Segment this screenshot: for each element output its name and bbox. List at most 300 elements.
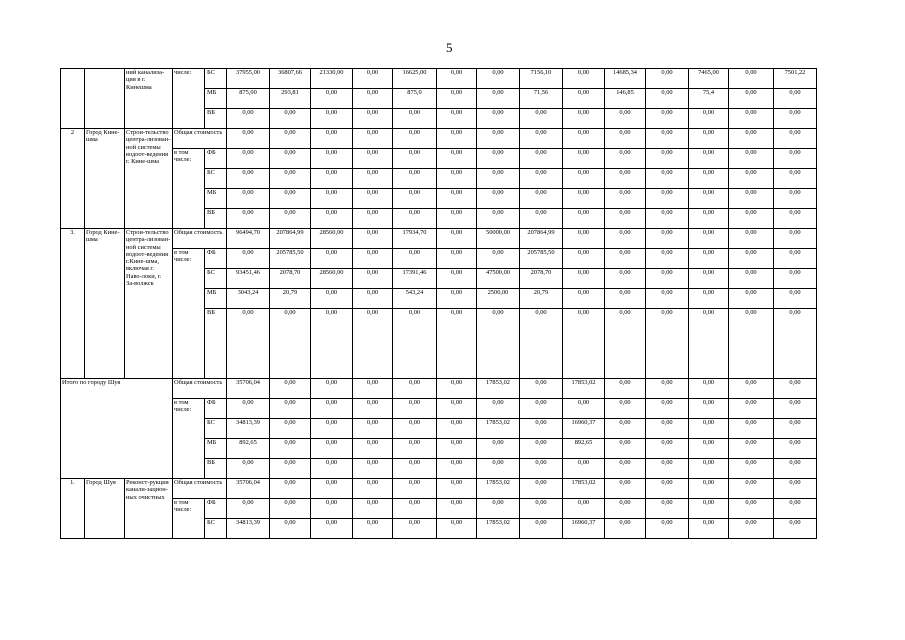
value-cell: 0,00 [437, 459, 477, 479]
value-cell: 0,00 [689, 399, 729, 419]
value-cell: 0,00 [353, 129, 393, 149]
value-cell: 0,00 [311, 419, 353, 439]
value-cell: 0,00 [227, 499, 270, 519]
value-cell: 0,00 [729, 249, 774, 269]
value-cell: 0,00 [729, 459, 774, 479]
value-cell: 0,00 [520, 169, 563, 189]
value-cell: 0,00 [563, 169, 605, 189]
value-cell: 0,00 [477, 459, 520, 479]
value-cell: 0,00 [520, 479, 563, 499]
value-cell: 35706,04 [227, 379, 270, 399]
value-cell: 0,00 [311, 89, 353, 109]
value-cell: 0,00 [477, 499, 520, 519]
value-cell: 0,00 [774, 189, 817, 209]
value-cell: 0,00 [437, 69, 477, 89]
value-cell: 0,00 [393, 249, 437, 269]
value-cell: 0,00 [774, 89, 817, 109]
including-label: в том числе: [173, 149, 205, 229]
value-cell: 0,00 [353, 169, 393, 189]
table-row [61, 499, 817, 519]
value-cell: 0,00 [311, 129, 353, 149]
table-row [61, 249, 817, 269]
value-cell: 0,00 [563, 249, 605, 269]
value-cell: 0,00 [774, 499, 817, 519]
table-row [61, 379, 817, 399]
value-cell: 0,00 [729, 109, 774, 129]
value-cell: 0,00 [393, 399, 437, 419]
source-label: ВБ [205, 459, 227, 479]
value-cell: 0,00 [774, 269, 817, 289]
value-cell: 0,00 [520, 129, 563, 149]
value-cell: 0,00 [477, 189, 520, 209]
value-cell: 146,85 [605, 89, 646, 109]
value-cell: 0,00 [563, 89, 605, 109]
source-label: БС [205, 419, 227, 439]
value-cell: 0,00 [393, 439, 437, 459]
value-cell: 0,00 [646, 169, 689, 189]
value-cell: 0,00 [689, 189, 729, 209]
value-cell: 0,00 [311, 209, 353, 229]
value-cell: 0,00 [729, 129, 774, 149]
value-cell: 93451,46 [227, 269, 270, 289]
value-cell: 0,00 [605, 129, 646, 149]
value-cell: 0,00 [729, 149, 774, 169]
table-row [61, 69, 817, 89]
value-cell: 28560,00 [311, 229, 353, 249]
value-cell: 0,00 [393, 129, 437, 149]
value-cell: 0,00 [646, 309, 689, 379]
value-cell: 0,00 [520, 499, 563, 519]
value-cell: 0,00 [393, 169, 437, 189]
value-cell: 0,00 [729, 69, 774, 89]
value-cell: 207864,99 [520, 229, 563, 249]
value-cell: 0,00 [393, 459, 437, 479]
value-cell: 0,00 [520, 399, 563, 419]
value-cell: 16960,37 [563, 519, 605, 539]
value-cell: 0,00 [227, 309, 270, 379]
value-cell: 0,00 [311, 289, 353, 309]
value-cell: 0,00 [605, 189, 646, 209]
item-city [85, 69, 125, 129]
value-cell: 0,00 [311, 479, 353, 499]
value-cell: 0,00 [605, 209, 646, 229]
value-cell: 36807,66 [270, 69, 311, 89]
value-cell: 34813,39 [227, 519, 270, 539]
value-cell: 0,00 [520, 109, 563, 129]
source-label: МБ [205, 289, 227, 309]
value-cell: 0,00 [774, 229, 817, 249]
value-cell: 0,00 [646, 399, 689, 419]
value-cell: 0,00 [646, 479, 689, 499]
value-cell: 0,00 [437, 269, 477, 289]
value-cell: 875,00 [227, 89, 270, 109]
item-number: 2 [61, 129, 85, 229]
value-cell: 0,00 [311, 379, 353, 399]
value-cell: 0,00 [520, 439, 563, 459]
source-label: ФБ [205, 249, 227, 269]
value-cell: 0,00 [311, 519, 353, 539]
value-cell: 0,00 [563, 189, 605, 209]
value-cell: 0,00 [393, 419, 437, 439]
value-cell: 0,00 [646, 89, 689, 109]
value-cell: 0,00 [689, 249, 729, 269]
value-cell: 0,00 [774, 169, 817, 189]
value-cell: 0,00 [270, 439, 311, 459]
value-cell: 0,00 [646, 69, 689, 89]
source-label: МБ [205, 439, 227, 459]
value-cell: 0,00 [270, 379, 311, 399]
item-city: Город Кине-шма [85, 129, 125, 229]
value-cell: 0,00 [353, 149, 393, 169]
value-cell: 0,00 [477, 249, 520, 269]
value-cell: 0,00 [646, 459, 689, 479]
value-cell: 0,00 [689, 129, 729, 149]
value-cell: 0,00 [729, 479, 774, 499]
value-cell: 0,00 [227, 209, 270, 229]
value-cell: 96494,70 [227, 229, 270, 249]
value-cell: 892,65 [227, 439, 270, 459]
value-cell: 0,00 [311, 439, 353, 459]
value-cell: 0,00 [227, 399, 270, 419]
value-cell: 7465,00 [689, 69, 729, 89]
value-cell: 0,00 [729, 169, 774, 189]
source-label: БС [205, 519, 227, 539]
value-cell: 0,00 [646, 439, 689, 459]
value-cell: 0,00 [520, 209, 563, 229]
value-cell: 17853,02 [477, 419, 520, 439]
value-cell: 892,65 [563, 439, 605, 459]
value-cell: 0,00 [646, 519, 689, 539]
value-cell: 0,00 [605, 459, 646, 479]
value-cell: 0,00 [563, 229, 605, 249]
including-label: в том числе: [173, 249, 205, 379]
value-cell: 0,00 [437, 169, 477, 189]
value-cell: 71,56 [520, 89, 563, 109]
value-cell: 0,00 [689, 169, 729, 189]
value-cell: 0,00 [353, 289, 393, 309]
value-cell: 0,00 [605, 479, 646, 499]
value-cell: 0,00 [689, 149, 729, 169]
value-cell: 0,00 [270, 479, 311, 499]
source-label: БС [205, 169, 227, 189]
value-cell: 0,00 [393, 189, 437, 209]
value-cell: 0,00 [227, 459, 270, 479]
value-cell: 0,00 [227, 149, 270, 169]
value-cell: 0,00 [774, 309, 817, 379]
value-cell: 0,00 [774, 289, 817, 309]
value-cell: 0,00 [227, 129, 270, 149]
value-cell: 0,00 [393, 149, 437, 169]
value-cell: 0,00 [477, 109, 520, 129]
value-cell: 0,00 [605, 229, 646, 249]
item-number: 1. [61, 479, 85, 539]
value-cell: 0,00 [646, 269, 689, 289]
total-cost-label: Общая стоимость [173, 129, 227, 149]
value-cell: 0,00 [520, 189, 563, 209]
value-cell: 0,00 [270, 129, 311, 149]
value-cell: 0,00 [477, 169, 520, 189]
value-cell: 0,00 [311, 169, 353, 189]
item-name: Строи-тельство центра-лизован-ной системы водоот-ведения г.Кине-шма, включая г. Наво-локи, г. За-волжск [125, 229, 173, 379]
value-cell: 0,00 [646, 209, 689, 229]
value-cell: 0,00 [270, 189, 311, 209]
value-cell: 7156,10 [520, 69, 563, 89]
source-label: МБ [205, 189, 227, 209]
value-cell: 0,00 [353, 379, 393, 399]
total-cost-label: Общая стоимость [173, 229, 227, 249]
value-cell: 0,00 [729, 399, 774, 419]
value-cell: 2078,70 [270, 269, 311, 289]
value-cell: 0,00 [270, 499, 311, 519]
source-label: ВБ [205, 109, 227, 129]
value-cell: 0,00 [520, 459, 563, 479]
value-cell: 0,00 [270, 419, 311, 439]
value-cell: 0,00 [393, 519, 437, 539]
value-cell: 0,00 [270, 109, 311, 129]
value-cell: 0,00 [353, 399, 393, 419]
value-cell: 3043,24 [227, 289, 270, 309]
value-cell: 0,00 [774, 209, 817, 229]
value-cell: 16625,00 [393, 69, 437, 89]
value-cell: 0,00 [689, 499, 729, 519]
value-cell: 0,00 [227, 109, 270, 129]
item-city: Город Шуя [85, 479, 125, 539]
value-cell: 0,00 [311, 399, 353, 419]
value-cell: 0,00 [270, 519, 311, 539]
value-cell: 0,00 [563, 69, 605, 89]
value-cell: 0,00 [437, 379, 477, 399]
value-cell: 34813,39 [227, 419, 270, 439]
value-cell: 0,00 [353, 109, 393, 129]
value-cell: 293,81 [270, 89, 311, 109]
value-cell: 0,00 [605, 169, 646, 189]
value-cell: 20,79 [520, 289, 563, 309]
value-cell: 207864,99 [270, 229, 311, 249]
value-cell: 35706,04 [227, 479, 270, 499]
value-cell: 0,00 [353, 309, 393, 379]
value-cell: 0,00 [689, 379, 729, 399]
value-cell: 0,00 [774, 129, 817, 149]
value-cell: 28560,00 [311, 269, 353, 289]
value-cell: 0,00 [477, 209, 520, 229]
value-cell: 0,00 [605, 519, 646, 539]
value-cell: 0,00 [563, 459, 605, 479]
table-row [61, 129, 817, 149]
value-cell: 0,00 [270, 399, 311, 419]
value-cell: 16960,37 [563, 419, 605, 439]
value-cell: 0,00 [563, 309, 605, 379]
value-cell: 0,00 [605, 149, 646, 169]
value-cell: 0,00 [477, 149, 520, 169]
value-cell: 0,00 [563, 129, 605, 149]
value-cell: 0,00 [353, 89, 393, 109]
value-cell: 0,00 [563, 499, 605, 519]
value-cell: 50000,00 [477, 229, 520, 249]
value-cell: 0,00 [437, 289, 477, 309]
value-cell: 0,00 [270, 209, 311, 229]
value-cell: 0,00 [729, 269, 774, 289]
value-cell: 0,00 [353, 439, 393, 459]
value-cell: 0,00 [563, 209, 605, 229]
value-cell: 0,00 [311, 459, 353, 479]
value-cell: 17934,70 [393, 229, 437, 249]
financing-table [60, 68, 817, 539]
value-cell: 47500,00 [477, 269, 520, 289]
value-cell: 0,00 [563, 109, 605, 129]
item-name: Реконст-рукция канали-зацион-ных очистных [125, 479, 173, 539]
value-cell: 0,00 [353, 499, 393, 519]
page-number: 5 [446, 40, 453, 55]
value-cell: 0,00 [437, 109, 477, 129]
value-cell: 0,00 [689, 439, 729, 459]
value-cell: 0,00 [437, 229, 477, 249]
value-cell: 17853,02 [563, 379, 605, 399]
value-cell: 0,00 [353, 459, 393, 479]
value-cell: 0,00 [689, 309, 729, 379]
value-cell: 0,00 [437, 209, 477, 229]
value-cell: 0,00 [689, 419, 729, 439]
value-cell: 0,00 [646, 189, 689, 209]
value-cell: 0,00 [646, 419, 689, 439]
value-cell: 0,00 [774, 479, 817, 499]
value-cell: 0,00 [563, 269, 605, 289]
value-cell: 0,00 [605, 399, 646, 419]
value-cell: 0,00 [393, 109, 437, 129]
value-cell: 875,0 [393, 89, 437, 109]
value-cell: 0,00 [437, 499, 477, 519]
value-cell: 543,24 [393, 289, 437, 309]
value-cell: 0,00 [353, 209, 393, 229]
value-cell: 0,00 [270, 309, 311, 379]
value-cell: 0,00 [774, 439, 817, 459]
value-cell: 0,00 [605, 499, 646, 519]
value-cell: 0,00 [729, 419, 774, 439]
total-cost-label: Общая стоимость [173, 379, 227, 399]
value-cell: 0,00 [353, 419, 393, 439]
value-cell: 0,00 [646, 149, 689, 169]
value-cell: 0,00 [437, 399, 477, 419]
value-cell: 0,00 [605, 289, 646, 309]
source-label: БС [205, 69, 227, 89]
value-cell: 0,00 [774, 249, 817, 269]
value-cell: 0,00 [477, 439, 520, 459]
value-cell: 0,00 [774, 379, 817, 399]
item-name: Строи-тельство центра-лизован-ной системы водоот-ведения г. Кине-шма [125, 129, 173, 229]
value-cell: 0,00 [646, 129, 689, 149]
value-cell: 75,4 [689, 89, 729, 109]
value-cell: 0,00 [774, 149, 817, 169]
value-cell: 0,00 [774, 419, 817, 439]
value-cell: 0,00 [605, 109, 646, 129]
value-cell: 0,00 [646, 289, 689, 309]
value-cell: 0,00 [689, 519, 729, 539]
item-city: Город Кине-шма [85, 229, 125, 379]
value-cell: 0,00 [563, 289, 605, 309]
value-cell: 0,00 [311, 499, 353, 519]
item-number [61, 69, 85, 129]
value-cell: 0,00 [437, 189, 477, 209]
item-number: 3. [61, 229, 85, 379]
value-cell: 0,00 [729, 499, 774, 519]
value-cell: 0,00 [605, 379, 646, 399]
including-label: в том числе: [173, 399, 205, 479]
value-cell: 0,00 [353, 189, 393, 209]
value-cell: 0,00 [477, 399, 520, 419]
value-cell: 0,00 [270, 149, 311, 169]
source-label: ФБ [205, 149, 227, 169]
value-cell: 205785,50 [520, 249, 563, 269]
value-cell: 0,00 [353, 249, 393, 269]
value-cell: 0,00 [353, 229, 393, 249]
value-cell: 0,00 [477, 89, 520, 109]
value-cell: 0,00 [605, 419, 646, 439]
value-cell: 7501,22 [774, 69, 817, 89]
value-cell: 0,00 [774, 399, 817, 419]
value-cell: 14685,34 [605, 69, 646, 89]
value-cell: 0,00 [689, 459, 729, 479]
value-cell: 0,00 [646, 249, 689, 269]
source-label: ВБ [205, 309, 227, 379]
value-cell: 0,00 [563, 149, 605, 169]
section-total-label: Итого по городу Шуя [61, 379, 173, 479]
value-cell: 0,00 [270, 459, 311, 479]
value-cell: 0,00 [605, 249, 646, 269]
value-cell: 0,00 [520, 419, 563, 439]
value-cell: 0,00 [353, 519, 393, 539]
value-cell: 37955,00 [227, 69, 270, 89]
value-cell: 0,00 [605, 309, 646, 379]
value-cell: 0,00 [393, 209, 437, 229]
value-cell: 17853,02 [563, 479, 605, 499]
value-cell: 0,00 [605, 439, 646, 459]
value-cell: 0,00 [646, 499, 689, 519]
value-cell: 17853,02 [477, 519, 520, 539]
value-cell: 21330,00 [311, 69, 353, 89]
value-cell: 0,00 [393, 479, 437, 499]
value-cell: 0,00 [520, 519, 563, 539]
value-cell: 0,00 [393, 499, 437, 519]
value-cell: 0,00 [729, 439, 774, 459]
value-cell: 0,00 [393, 379, 437, 399]
value-cell: 0,00 [774, 519, 817, 539]
value-cell: 0,00 [437, 309, 477, 379]
value-cell: 0,00 [353, 479, 393, 499]
value-cell: 0,00 [689, 289, 729, 309]
value-cell: 0,00 [311, 249, 353, 269]
value-cell: 0,00 [311, 109, 353, 129]
value-cell: 0,00 [689, 229, 729, 249]
value-cell: 0,00 [563, 399, 605, 419]
total-cost-label: Общая стоимость [173, 479, 227, 499]
value-cell: 0,00 [729, 519, 774, 539]
value-cell: 0,00 [774, 459, 817, 479]
value-cell: 0,00 [646, 109, 689, 129]
value-cell: 0,00 [227, 249, 270, 269]
item-name: ний канализа-ция в г. Кинешма [125, 69, 173, 129]
value-cell: 0,00 [311, 149, 353, 169]
value-cell: 0,00 [729, 289, 774, 309]
value-cell: 0,00 [729, 89, 774, 109]
value-cell: 0,00 [520, 309, 563, 379]
table-row [61, 229, 817, 249]
value-cell: 0,00 [477, 69, 520, 89]
value-cell: 17853,02 [477, 479, 520, 499]
value-cell: 0,00 [393, 309, 437, 379]
value-cell: 0,00 [437, 419, 477, 439]
value-cell: 0,00 [437, 149, 477, 169]
value-cell: 0,00 [437, 519, 477, 539]
value-cell: 20,79 [270, 289, 311, 309]
